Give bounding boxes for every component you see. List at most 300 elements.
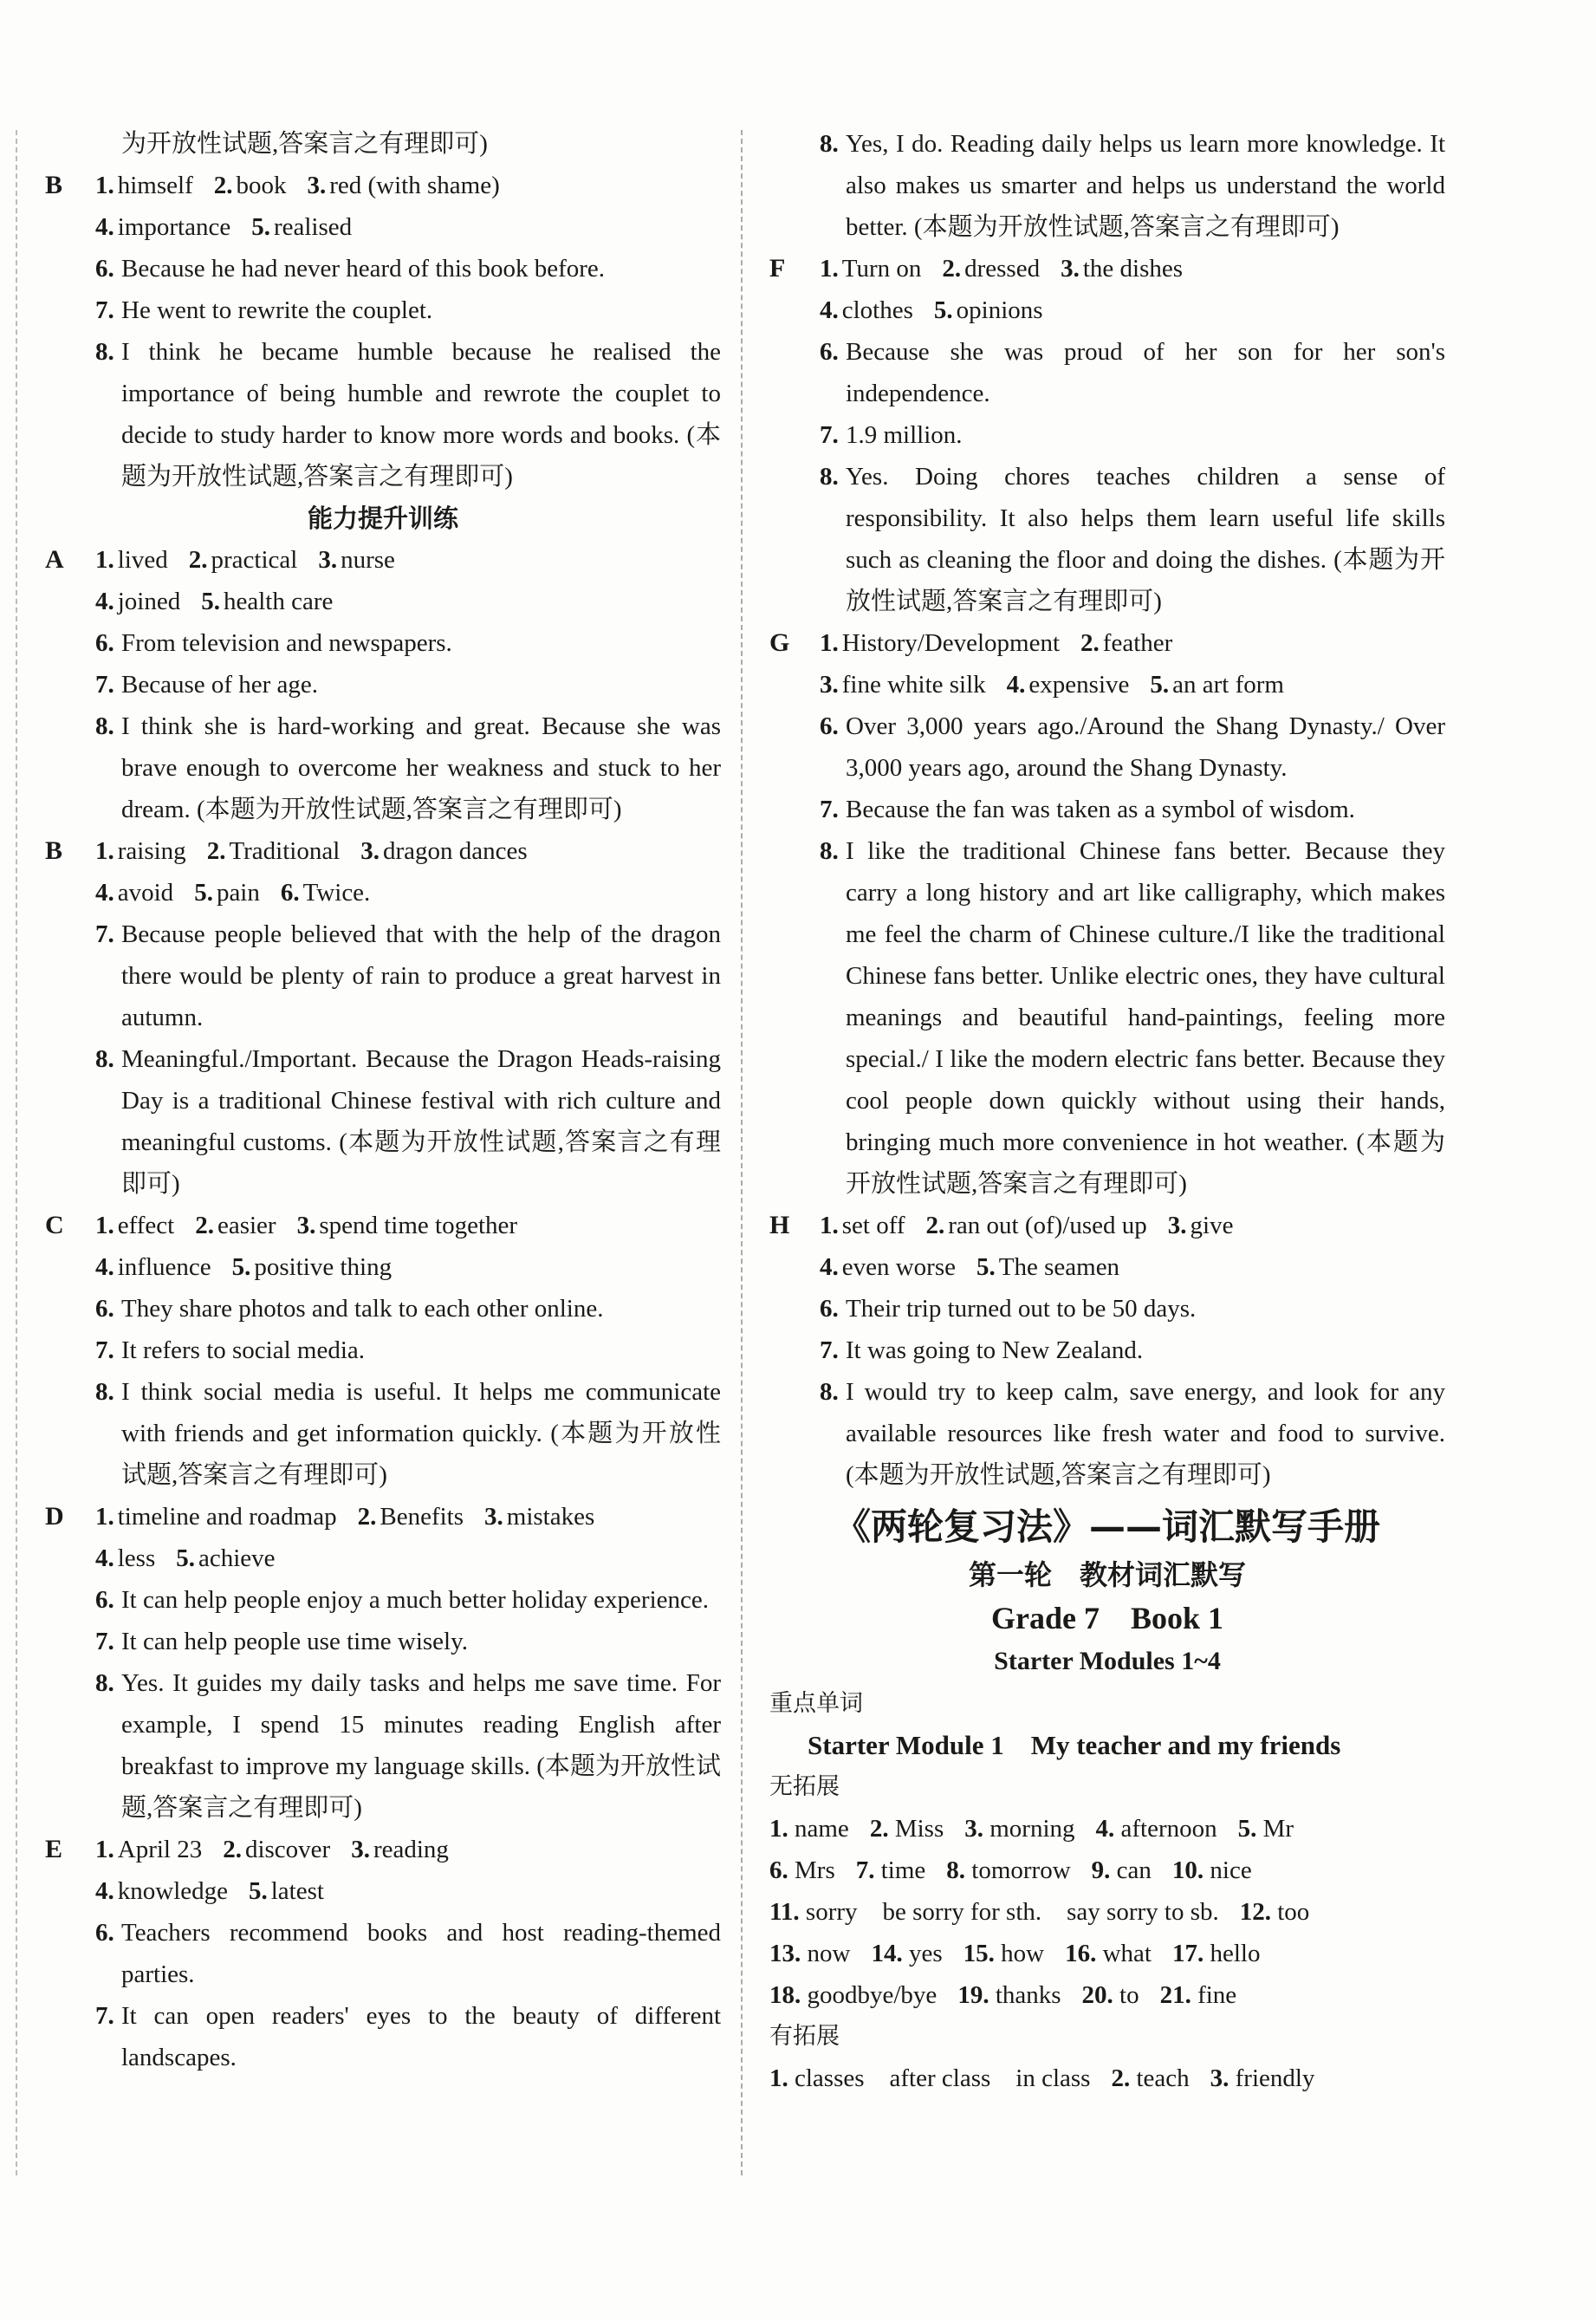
vocab-number: 21.	[1159, 1981, 1191, 2009]
vocab-word: how	[994, 1940, 1045, 1967]
answer-paragraph	[45, 1371, 721, 1496]
answer-item	[214, 165, 287, 206]
answer-paragraph	[769, 123, 1445, 248]
answer-text: avoid	[117, 879, 174, 907]
answer-item	[942, 248, 1040, 289]
answer-item	[95, 539, 168, 581]
vocab-word: to	[1113, 1981, 1139, 2009]
vocab-word: yes	[902, 1940, 943, 1967]
section-letter: G	[769, 628, 790, 657]
answer-text: Benefits	[380, 1503, 464, 1531]
key-words-heading: 重点单词	[769, 1690, 863, 1717]
vocab-item	[1160, 1981, 1237, 2009]
vocab-number: 10.	[1171, 1856, 1204, 1884]
right-sections	[769, 123, 1445, 1496]
answer-paragraph	[769, 1288, 1445, 1330]
answer-number: 6.	[95, 629, 114, 657]
vocab-word: friendly	[1229, 2064, 1315, 2092]
answer-line	[45, 165, 721, 206]
vocab-item	[1238, 1815, 1294, 1843]
vocab-item	[1240, 1898, 1310, 1926]
answer-item	[189, 539, 298, 581]
answer-number: 4.	[1006, 671, 1026, 699]
answer-text: I like the traditional Chinese fans better. Because they carry a long history and art like calligraphy, which makes me feel the charm of Chinese culture./I like the traditional Chinese fans better. Unlike electric ones, they have cultural meanings and beautiful hand-paintings, feeling more special./ I like the modern electric fans better. Because they cool people down quickly without using their hands, bringing much more convenience in hot weather. (本题为开放性试题,答案言之有理即可)	[846, 837, 1445, 1198]
vocab-word: teach	[1130, 2064, 1190, 2092]
vocab-item	[1210, 2064, 1315, 2092]
answer-number: 4.	[820, 296, 839, 324]
answer-text: book	[236, 172, 287, 199]
answer-number: 1.	[95, 1836, 114, 1863]
answer-line	[45, 1538, 721, 1579]
answer-number: 6.	[95, 255, 114, 283]
vocab-word: sorry be sorry for sth. say sorry to sb.	[799, 1898, 1219, 1926]
answer-text: realised	[273, 213, 353, 241]
answer-line	[769, 289, 1445, 331]
answer-number: 6.	[820, 712, 839, 740]
answer-line	[769, 248, 1445, 289]
answer-item	[1150, 664, 1284, 705]
answer-text: dressed	[964, 255, 1041, 283]
vocab-number: 19.	[957, 1981, 989, 2009]
vocab-number: 20.	[1081, 1981, 1113, 2009]
answer-item	[95, 1538, 155, 1579]
answer-item	[223, 1829, 330, 1870]
answer-item	[1080, 622, 1172, 664]
answer-number: 2.	[195, 1212, 214, 1239]
answer-item	[297, 1205, 517, 1246]
answer-text: nurse	[341, 546, 395, 574]
answer-paragraph	[769, 1330, 1445, 1371]
answer-text: lived	[117, 546, 168, 574]
answer-text: Traditional	[229, 837, 341, 865]
answer-number: 1.	[95, 172, 114, 199]
answer-text: effect	[117, 1212, 175, 1239]
vocab-number: 2.	[869, 1815, 889, 1843]
answer-text: ran out (of)/used up	[948, 1212, 1147, 1239]
section-letter: H	[769, 1211, 790, 1239]
vocab-number: 6.	[769, 1856, 788, 1884]
answer-section	[45, 165, 721, 497]
answer-text: raising	[117, 837, 186, 865]
vocab-word: goodbye/bye	[801, 1981, 937, 2009]
answer-paragraph	[45, 622, 721, 664]
answer-item	[95, 581, 180, 622]
answer-number: 8.	[95, 338, 114, 366]
answer-number: 2.	[942, 255, 962, 283]
answer-text: feather	[1102, 629, 1173, 657]
answer-text: reading	[373, 1836, 449, 1863]
module-heading: Starter Module 1 My teacher and my friends	[808, 1730, 1341, 1760]
answer-item	[1061, 248, 1183, 289]
vocab-word: Mr	[1256, 1815, 1294, 1843]
answer-text: even worse	[841, 1253, 957, 1281]
answer-line	[769, 1246, 1445, 1288]
answer-paragraph	[769, 331, 1445, 414]
answer-section	[45, 830, 721, 1205]
answer-item	[95, 872, 173, 913]
section-letter: E	[45, 1835, 63, 1863]
answer-number: 3.	[1167, 1212, 1187, 1239]
vocab-row	[769, 2058, 1445, 2099]
answer-text: achieve	[198, 1544, 276, 1572]
vocab-item	[871, 1940, 942, 1967]
answer-item	[926, 1205, 1147, 1246]
answer-text: Yes. It guides my daily tasks and helps me save time. For example, I spend 15 minutes reading English after breakfast to improve my language skills. (本题为开放性试题,答案言之有理即可)	[121, 1669, 721, 1822]
section-letter: F	[769, 254, 786, 283]
answer-text: mistakes	[506, 1503, 595, 1531]
column-divider	[741, 130, 743, 2175]
answer-number: 8.	[95, 1378, 114, 1406]
answer-number: 3.	[1061, 255, 1080, 283]
answer-item	[95, 1496, 337, 1538]
intro-continuation: 为开放性试题,答案言之有理即可)	[121, 130, 488, 158]
answer-number: 1.	[820, 629, 839, 657]
vocab-item	[769, 1815, 849, 1843]
vocab-item	[769, 1940, 850, 1967]
vocab-item	[769, 2064, 1090, 2092]
answer-number: 4.	[95, 1877, 114, 1905]
vocab-item	[1172, 1856, 1252, 1884]
answer-text: Turn on	[841, 255, 922, 283]
answer-item	[95, 1829, 202, 1870]
answer-text: April 23	[117, 1836, 203, 1863]
answer-text: Because he had never heard of this book before.	[121, 255, 606, 283]
answer-line	[769, 664, 1445, 705]
vocab-word: too	[1271, 1898, 1310, 1926]
answer-item	[95, 1870, 228, 1912]
answer-number: 3.	[360, 837, 380, 865]
answer-item	[201, 581, 333, 622]
answer-number: 6.	[280, 879, 300, 907]
extension-list	[769, 2058, 1445, 2099]
answer-item	[207, 830, 341, 872]
vocab-handbook	[769, 1501, 1445, 2099]
answer-number: 5.	[976, 1253, 996, 1281]
answer-text: less	[117, 1544, 156, 1572]
answer-item	[249, 1870, 324, 1912]
answer-paragraph	[45, 1912, 721, 1995]
answer-paragraph	[45, 1579, 721, 1621]
answer-line	[769, 622, 1445, 664]
answer-paragraph	[45, 664, 721, 705]
answer-line	[45, 1829, 721, 1870]
answer-text: influence	[117, 1253, 211, 1281]
answer-number: 8.	[95, 1045, 114, 1073]
answer-paragraph	[769, 456, 1445, 622]
answer-number: 4.	[95, 588, 114, 615]
answer-number: 7.	[820, 421, 839, 449]
answer-text: practical	[211, 546, 298, 574]
answer-text: It can help people use time wisely.	[121, 1628, 468, 1655]
answer-number: 4.	[95, 879, 114, 907]
answer-text: 1.9 million.	[846, 421, 963, 449]
answer-item	[281, 872, 370, 913]
answer-text: History/Development	[841, 629, 1061, 657]
answer-number: 5.	[201, 588, 220, 615]
section-letter: A	[45, 545, 64, 574]
vocab-item	[1096, 1815, 1217, 1843]
vocab-word: nice	[1203, 1856, 1252, 1884]
answer-item	[820, 622, 1060, 664]
vocab-word: tomorrow	[965, 1856, 1071, 1884]
answer-item	[95, 1246, 211, 1288]
answer-text: fine white silk	[841, 671, 986, 699]
answer-item	[95, 206, 230, 248]
answer-number: 8.	[820, 130, 839, 158]
answer-text: Twice.	[302, 879, 371, 907]
answer-item	[976, 1246, 1119, 1288]
answer-number: 3.	[318, 546, 338, 574]
answer-paragraph	[45, 1288, 721, 1330]
answer-text: It refers to social media.	[121, 1336, 366, 1364]
answer-text: It can help people enjoy a much better holiday experience.	[121, 1586, 709, 1614]
answer-number: 8.	[95, 712, 114, 740]
section-heading: 能力提升训练	[307, 504, 458, 533]
answer-item	[820, 1205, 905, 1246]
answer-number: 5.	[231, 1253, 251, 1281]
answer-paragraph	[45, 1621, 721, 1662]
answer-number: 5.	[1150, 671, 1170, 699]
answer-number: 7.	[95, 671, 114, 699]
answer-item	[95, 165, 193, 206]
answer-paragraph	[45, 1038, 721, 1205]
answer-number: 4.	[95, 213, 114, 241]
vocab-item	[1082, 1981, 1139, 2009]
vocab-number: 8.	[946, 1856, 966, 1884]
right-column	[769, 123, 1445, 2099]
answer-number: 2.	[223, 1836, 242, 1863]
answer-section	[769, 123, 1445, 248]
vocab-item	[1172, 1940, 1261, 1967]
answer-paragraph	[45, 705, 721, 830]
answer-number: 5.	[933, 296, 953, 324]
answer-number: 5.	[249, 1877, 268, 1905]
answer-number: 1.	[820, 255, 839, 283]
answer-number: 6.	[820, 1295, 839, 1323]
answer-item	[360, 830, 527, 872]
answer-paragraph	[45, 1995, 721, 2078]
answer-text: Their trip turned out to be 50 days.	[846, 1295, 1197, 1323]
answer-text: Yes, I do. Reading daily helps us learn more knowledge. It also makes us smarter and helps us understand the world better. (本题为开放性试题,答案言之有理即可)	[846, 130, 1445, 241]
answer-paragraph	[769, 705, 1445, 789]
answer-number: 3.	[820, 671, 839, 699]
vocab-item	[769, 1856, 835, 1884]
answer-number: 6.	[95, 1295, 114, 1323]
handbook-title: 《两轮复习法》——词汇默写手册	[834, 1505, 1380, 1548]
vocab-number: 1.	[769, 2064, 788, 2092]
answer-number: 7.	[95, 920, 114, 948]
answer-item	[95, 1205, 174, 1246]
vocab-number: 5.	[1237, 1815, 1257, 1843]
answer-number: 5.	[194, 879, 213, 907]
answer-number: 2.	[206, 837, 226, 865]
vocab-word: morning	[983, 1815, 1075, 1843]
vocab-row	[769, 1891, 1445, 1933]
answer-text: dragon dances	[383, 837, 528, 865]
answer-number: 3.	[296, 1212, 316, 1239]
vocab-item	[1111, 2064, 1189, 2092]
vocab-number: 14.	[871, 1940, 903, 1967]
answer-item	[1007, 664, 1130, 705]
vocab-word: can	[1110, 1856, 1152, 1884]
vocab-row	[769, 1808, 1445, 1850]
vocab-item	[769, 1898, 1219, 1926]
vocab-list	[769, 1808, 1445, 2016]
answer-number: 7.	[95, 2002, 114, 2030]
answer-paragraph	[45, 248, 721, 289]
answer-item	[318, 539, 395, 581]
answer-number: 1.	[95, 1503, 114, 1531]
answer-number: 3.	[307, 172, 327, 199]
answer-item	[308, 165, 500, 206]
answer-line	[45, 830, 721, 872]
section-letter: C	[45, 1211, 64, 1239]
left-column	[45, 123, 721, 2078]
answer-number: 8.	[820, 1378, 839, 1406]
answer-paragraph	[45, 289, 721, 331]
with-extension-heading: 有拓展	[769, 2023, 840, 2050]
answer-text: pain	[216, 879, 260, 907]
answer-item	[232, 1246, 392, 1288]
answer-text: I think he became humble because he realised the importance of being humble and rewrote the couplet to decide to study harder to know more words and books. (本题为开放性试题,答案言之有理即可)	[121, 338, 721, 491]
answer-text: give	[1190, 1212, 1234, 1239]
left-sections	[45, 165, 721, 2078]
answer-paragraph	[769, 830, 1445, 1205]
answer-paragraph	[769, 1371, 1445, 1496]
vocab-number: 3.	[964, 1815, 983, 1843]
answer-number: 3.	[484, 1503, 503, 1531]
answer-text: Because people believed that with the help of the dragon there would be plenty of rain to produce a great harvest in autumn.	[121, 920, 721, 1031]
answer-item	[484, 1496, 594, 1538]
handbook-starter: Starter Modules 1~4	[994, 1647, 1221, 1675]
answer-text: clothes	[841, 296, 913, 324]
vocab-word: fine	[1191, 1981, 1237, 2009]
answer-item	[251, 206, 352, 248]
answer-item	[194, 872, 260, 913]
answer-text: Because of her age.	[121, 671, 319, 699]
answer-line	[45, 872, 721, 913]
answer-line	[45, 1246, 721, 1288]
vocab-row	[769, 1933, 1445, 1974]
section-letter: D	[45, 1502, 64, 1531]
vocab-item	[870, 1815, 944, 1843]
vocab-row	[769, 1974, 1445, 2016]
answer-text: spend time together	[319, 1212, 518, 1239]
vocab-item	[1065, 1940, 1152, 1967]
vocab-item	[856, 1856, 926, 1884]
answer-text: expensive	[1028, 671, 1130, 699]
answer-item	[358, 1496, 464, 1538]
vocab-item	[957, 1981, 1061, 2009]
answer-text: I would try to keep calm, save energy, and look for any available resources like fresh water and food to survive. (本题为开放性试题,答案言之有理即可)	[846, 1378, 1445, 1489]
answer-text: Because the fan was taken as a symbol of wisdom.	[846, 796, 1355, 823]
answer-section	[769, 1205, 1445, 1496]
answer-text: The seamen	[998, 1253, 1120, 1281]
answer-number: 4.	[95, 1253, 114, 1281]
vocab-word: Miss	[888, 1815, 944, 1843]
answer-line	[45, 1496, 721, 1538]
section-letter: B	[45, 836, 63, 865]
section-letter: B	[45, 171, 63, 199]
vocab-row	[769, 1850, 1445, 1891]
vocab-item	[1092, 1856, 1152, 1884]
vocab-word: what	[1096, 1940, 1152, 1967]
vocab-number: 1.	[769, 1815, 788, 1843]
answer-number: 5.	[176, 1544, 195, 1572]
answer-number: 6.	[95, 1919, 114, 1947]
answer-text: It was going to New Zealand.	[846, 1336, 1144, 1364]
answer-number: 7.	[95, 1628, 114, 1655]
answer-number: 2.	[925, 1212, 945, 1239]
answer-number: 1.	[820, 1212, 839, 1239]
answer-number: 7.	[95, 296, 114, 324]
answer-number: 2.	[357, 1503, 377, 1531]
answer-item	[351, 1829, 449, 1870]
answer-text: It can open readers' eyes to the beauty of different landscapes.	[121, 2002, 721, 2071]
answer-number: 2.	[188, 546, 208, 574]
answer-number: 4.	[820, 1253, 839, 1281]
answer-paragraph	[45, 331, 721, 497]
vocab-word: time	[874, 1856, 926, 1884]
vocab-word: Mrs	[788, 1856, 835, 1884]
vocab-number: 18.	[769, 1981, 801, 2009]
answer-number: 1.	[95, 837, 114, 865]
vocab-number: 17.	[1171, 1940, 1204, 1967]
answer-section	[769, 622, 1445, 1205]
answer-text: Yes. Doing chores teaches children a sense of responsibility. It also helps them learn useful life skills such as cleaning the floor and doing the dishes. (本题为开放性试题,答案言之有理即可)	[846, 463, 1445, 615]
answer-section	[769, 248, 1445, 622]
answer-number: 8.	[820, 463, 839, 491]
vocab-item	[769, 1981, 937, 2009]
answer-paragraph	[45, 1662, 721, 1829]
answer-line	[769, 1205, 1445, 1246]
answer-text: opinions	[956, 296, 1043, 324]
vocab-word: now	[801, 1940, 851, 1967]
answer-text: discover	[244, 1836, 331, 1863]
answer-text: Because she was proud of her son for her son's independence.	[846, 338, 1445, 407]
answer-paragraph	[45, 1330, 721, 1371]
vocab-word: afternoon	[1114, 1815, 1217, 1843]
answer-text: He went to rewrite the couplet.	[121, 296, 433, 324]
answer-number: 2.	[1080, 629, 1100, 657]
answer-section	[45, 1205, 721, 1496]
answer-line	[45, 1870, 721, 1912]
vocab-item	[964, 1815, 1074, 1843]
answer-text: timeline and roadmap	[117, 1503, 337, 1531]
answer-text: the dishes	[1082, 255, 1184, 283]
answer-text: From television and newspapers.	[121, 629, 452, 657]
answer-number: 1.	[95, 1212, 114, 1239]
answer-text: health care	[224, 588, 334, 615]
answer-line	[45, 581, 721, 622]
answer-text: red (with shame)	[329, 172, 500, 199]
answer-section	[45, 1496, 721, 1829]
answer-item	[95, 830, 186, 872]
answer-paragraph	[45, 913, 721, 1038]
answer-text: himself	[117, 172, 193, 199]
answer-line	[45, 206, 721, 248]
answer-text: They share photos and talk to each other online.	[121, 1295, 604, 1323]
answer-number: 7.	[95, 1336, 114, 1364]
vocab-number: 12.	[1239, 1898, 1271, 1926]
vocab-number: 7.	[855, 1856, 875, 1884]
answer-number: 4.	[95, 1544, 114, 1572]
answer-text: set off	[841, 1212, 905, 1239]
vocab-word: thanks	[989, 1981, 1061, 2009]
answer-text: latest	[270, 1877, 324, 1905]
answer-number: 6.	[820, 338, 839, 366]
answer-line	[45, 539, 721, 581]
